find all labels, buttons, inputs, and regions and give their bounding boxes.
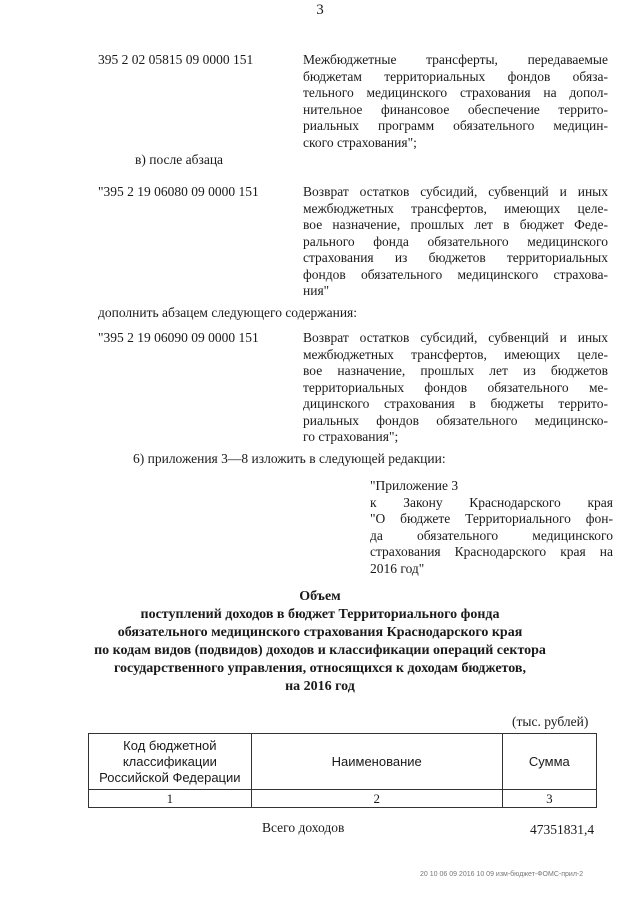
header-code <box>89 734 252 790</box>
desc-line: Межбюджетные трансферты, передаваемые <box>303 52 608 67</box>
appendix-line: да обязательного медицинского <box>370 527 613 543</box>
desc-line: риальных программ обязательного медицин- <box>303 118 608 133</box>
after-paragraph-text: в) после абзаца <box>135 152 224 167</box>
footer-file-path: 20 10 06 09 2016 10 09 изм-бюджет-ФОМС-прил-2 <box>420 871 584 878</box>
desc-line: вое назначение, прошлых лет в бюджет Феде- <box>303 217 608 232</box>
desc-line: вое назначение, прошлых лет из бюджетов <box>303 363 608 378</box>
desc-line: территориальных фондов обязательного ме- <box>303 379 608 395</box>
title-line: поступлений доходов в бюджет Территориального фонда <box>140 607 500 622</box>
header-code-line: классификации <box>122 753 217 769</box>
title-line: по кодам видов (подвидов) доходов и классификации операций сектора <box>94 643 546 658</box>
desc-line: тельного медицинского страхования на допол- <box>303 85 608 100</box>
desc-line: бюджетам территориальных фондов обяза- <box>303 68 608 84</box>
title-line: Объем <box>299 589 341 604</box>
column-number: 2 <box>251 790 502 808</box>
revenue-table <box>88 733 597 808</box>
desc-line: го страхования"; <box>303 429 399 444</box>
desc-line: межбюджетных трансфертов, имеющих целе- <box>303 346 608 362</box>
desc-line: нительное финансовое обеспечение террито- <box>303 101 608 117</box>
page-number: 3 <box>316 2 324 18</box>
amendment-text: 6) приложения 3—8 изложить в следующей редакции: <box>133 451 446 466</box>
desc-line: Возврат остатков субсидий, субвенций и иных <box>303 184 608 199</box>
column-number: 1 <box>89 790 252 808</box>
desc-line: фондов обязательного медицинского страхова- <box>303 266 608 282</box>
appendix-line: "Приложение 3 <box>370 478 459 493</box>
desc-line: Возврат остатков субсидий, субвенций и иных <box>303 330 608 345</box>
total-value: 47351831,4 <box>530 822 595 837</box>
desc-line: ского страхования"; <box>303 134 417 150</box>
entry-code: "395 2 19 06090 09 0000 151 <box>98 330 259 345</box>
units-label: (тыс. рублей) <box>512 714 589 729</box>
desc-line: ния" <box>303 283 330 298</box>
desc-line: страхования из бюджетов территориальных <box>303 250 608 265</box>
table-number-row <box>89 790 597 808</box>
supplement-text: дополнить абзацем следующего содержания: <box>98 305 358 320</box>
entry-code: 395 2 02 05815 09 0000 151 <box>98 52 254 67</box>
header-code-line: Код бюджетной <box>123 737 217 753</box>
desc-line: рального фонда обязательного медицинского <box>303 233 608 249</box>
header-sum: Сумма <box>502 734 596 790</box>
column-number: 3 <box>502 790 596 808</box>
entry-code: "395 2 19 06080 09 0000 151 <box>98 184 259 199</box>
entry-description <box>303 52 608 151</box>
appendix-line: "О бюджете Территориального фон- <box>370 511 613 526</box>
document-title <box>0 588 640 696</box>
entry-description <box>303 330 608 446</box>
total-label: Всего доходов <box>262 820 345 835</box>
desc-line: риальных фондов обязательного медицинско- <box>303 412 608 428</box>
title-line: государственного управления, относящихся к доходам бюджетов, <box>114 661 526 676</box>
title-line: обязательного медицинского страхования Краснодарского края <box>117 625 523 640</box>
desc-line: дицинского страхования в бюджеты террито- <box>303 396 608 411</box>
title-line: на 2016 год <box>285 679 355 694</box>
header-code-line: Российской Федерации <box>99 769 241 785</box>
entry-description <box>303 184 608 300</box>
appendix-reference <box>370 478 613 577</box>
appendix-line: 2016 год" <box>370 560 425 576</box>
header-name: Наименование <box>251 734 502 790</box>
desc-line: межбюджетных трансфертов, имеющих целе- <box>303 200 608 216</box>
appendix-line: страхования Краснодарского края на <box>370 544 613 559</box>
appendix-line: к Закону Краснодарского края <box>370 494 613 510</box>
table-header-row <box>89 734 597 790</box>
